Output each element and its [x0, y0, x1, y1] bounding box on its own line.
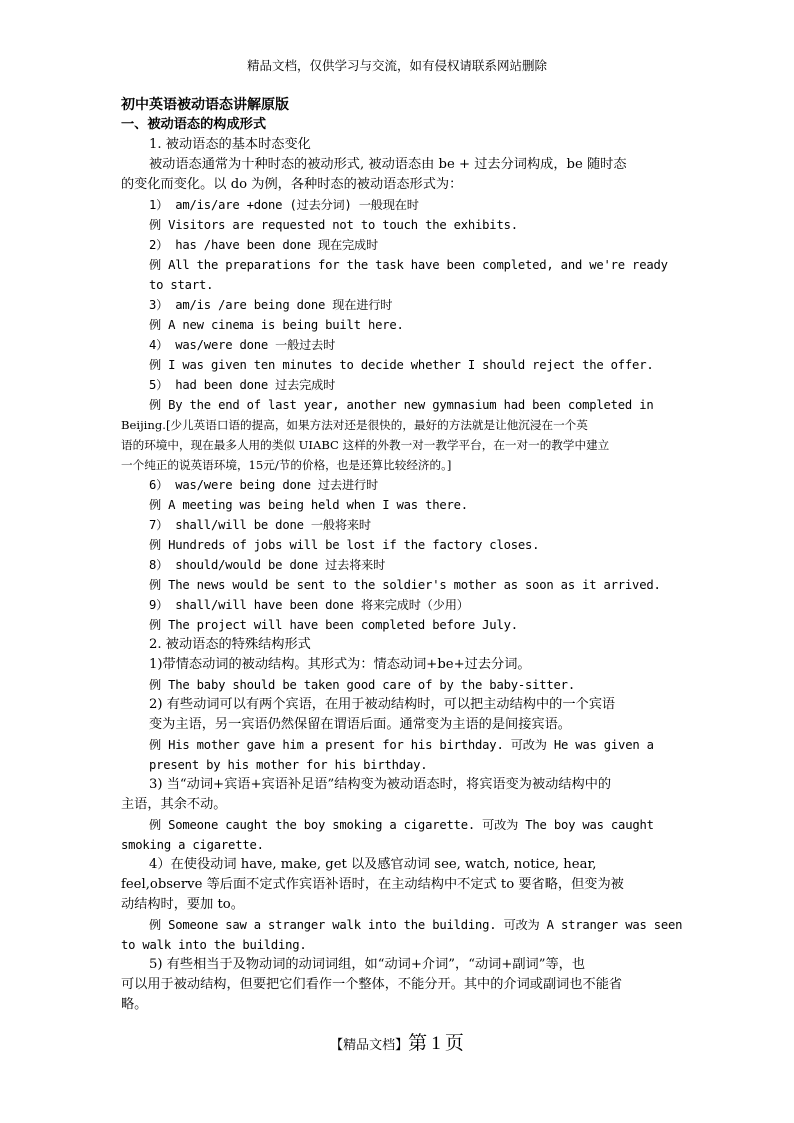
paragraph-line: feel,observe 等后面不定式作宾语补语时，在主动结构中不定式 to 要省略，但变为被 [121, 877, 624, 892]
paragraph-line: 可以用于被动结构，但要把它们看作一个整体，不能分开。其中的介词或副词也不能省 [121, 977, 623, 992]
page-number: 1 [431, 1033, 441, 1054]
tense-form: 7） shall/will be done 一般将来时 [149, 518, 371, 532]
paragraph-line: 5) 有些相当于及物动词的动词词组，如“动词+介词”，“动词+副词”等，也 [149, 957, 586, 972]
paragraph-line: 3) 当“动词+宾语+宾语补足语”结构变为被动语态时，将宾语变为被动结构中的 [149, 777, 612, 792]
example-sentence: 例 The news would be sent to the soldier's mother as soon as it arrived. [149, 578, 661, 592]
example-sentence: 例 All the preparations for the task have been completed, and we're ready [149, 258, 668, 272]
paragraph-line: 1)带情态动词的被动结构。其形式为：情态动词+be+过去分词。 [149, 657, 531, 672]
paragraph-line: 动结构时，要加 to。 [121, 897, 244, 912]
page-word: 第 [408, 1033, 428, 1054]
example-sentence: 例 Someone saw a stranger walk into the building. 可改为 A stranger was seen [149, 918, 683, 932]
document-title: 初中英语被动语态讲解原版 [121, 97, 289, 113]
tense-form: 4） was/were done 一般过去时 [149, 338, 336, 352]
footer-label: 【精品文档】 [330, 1038, 409, 1053]
document-body [121, 95, 707, 1015]
example-sentence: 例 The project will have been completed before July. [149, 618, 518, 632]
section-heading: 一、被动语态的构成形式 [121, 117, 267, 132]
ad-note: Beijing.[少儿英语口语的提高，如果方法对还是很快的，最好的方法就是让他沉浸在一个英 [121, 418, 588, 432]
example-sentence: smoking a cigarette. [121, 838, 264, 852]
example-sentence: 例 His mother gave him a present for his birthday. 可改为 He was given a [149, 738, 654, 752]
example-sentence: 例 Someone caught the boy smoking a cigarette. 可改为 The boy was caught [149, 818, 654, 832]
ad-note: 一个纯正的说英语环境，15元/节的价格，也是还算比较经济的。] [121, 458, 452, 472]
tense-form: 9） shall/will have been done 将来完成时（少用） [149, 598, 469, 612]
paragraph-line: 略。 [121, 997, 148, 1012]
example-sentence: 例 A new cinema is being built here. [149, 318, 404, 332]
tense-form: 1） am/is/are +done (过去分词) 一般现在时 [149, 198, 419, 212]
tense-form: 6） was/were being done 过去进行时 [149, 478, 378, 492]
page-header: 精品文档，仅供学习与交流，如有侵权请联系网站删除 [246, 58, 547, 73]
paragraph-line: 变为主语，另一宾语仍然保留在谓语后面。通常变为主语的是间接宾语。 [149, 717, 571, 732]
example-sentence: 例 Hundreds of jobs will be lost if the factory closes. [149, 538, 540, 552]
paragraph-line: 主语，其余不动。 [121, 797, 227, 812]
tense-form: 3） am/is /are being done 现在进行时 [149, 298, 393, 312]
subsection-heading: 2. 被动语态的特殊结构形式 [149, 637, 311, 652]
paragraph-line: 被动语态通常为十种时态的被动形式, 被动语态由 be + 过去分词构成，be 随时态 [149, 157, 627, 172]
example-sentence: 例 By the end of last year, another new gymnasium had been completed in [149, 398, 654, 412]
example-sentence: 例 The baby should be taken good care of by the baby-sitter. [149, 678, 575, 692]
example-sentence: 例 Visitors are requested not to touch the exhibits. [149, 218, 518, 232]
paragraph-line: 4）在使役动词 have, make, get 以及感官动词 see, watch, notice, hear, [149, 857, 597, 872]
tense-form: 5） had been done 过去完成时 [149, 378, 336, 392]
subsection-heading: 1. 被动语态的基本时态变化 [149, 137, 311, 152]
example-sentence: to walk into the building. [121, 938, 307, 952]
paragraph-line: 的变化而变化。以 do 为例，各种时态的被动语态形式为： [121, 177, 463, 192]
example-sentence: 例 I was given ten minutes to decide whether I should reject the offer. [149, 358, 654, 372]
page-footer [0, 1033, 794, 1057]
example-sentence: 例 A meeting was being held when I was there. [149, 498, 468, 512]
example-sentence: to start. [149, 278, 214, 292]
ad-note: 语的环境中，现在最多人用的类似 UIABC 这样的外教一对一教学平台，在一对一的教学中建立 [121, 438, 610, 452]
tense-form: 2） has /have been done 现在完成时 [149, 238, 378, 252]
tense-form: 8） should/would be done 过去将来时 [149, 558, 386, 572]
page-unit: 页 [444, 1033, 464, 1054]
example-sentence: present by his mother for his birthday. [149, 758, 428, 772]
paragraph-line: 2) 有些动词可以有两个宾语，在用于被动结构时，可以把主动结构中的一个宾语 [149, 697, 616, 712]
